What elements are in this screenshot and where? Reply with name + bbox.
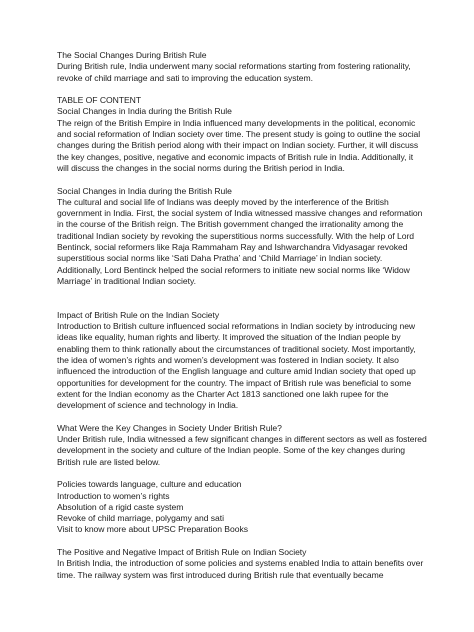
toc-overview-paragraph: The reign of the British Empire in India influenced many developments in the political, economic and social reformation of Indian society over time. The present study is going to outline the social changes during the British period along with their impact on Indian society. Further, it will discuss the key changes, positive, negative and economic impacts of British rule in India. Additionally, it will discuss the changes in the social norms during the British period in India. <box>57 117 421 173</box>
spacer <box>57 468 427 479</box>
intro-paragraph: During British rule, India underwent many social reformations starting from fostering rationality, revoke of child marriage and sati to improving the education system. <box>57 61 411 83</box>
social-changes-heading: Social Changes in India during the British Rule <box>57 185 232 196</box>
spacer <box>57 287 427 310</box>
impact-paragraph: Introduction to British culture influenced social reformations in Indian society by introducing new ideas like equality, human rights and liberty. It improved the situation of the Indian people by enabling them to think rationally about the circumstances of traditional society. Most importantly, the idea of women’s rights and women’s development was fostered in Indian society. It also influenced the introduction of the English language and culture amid Indian society that oped up opportunities for development for the country. The impact of British rule was beneficial to some extent for the Indian economy as the Charter Act 1813 sanctioned one lakh rupee for the development of science and technology in India. <box>57 321 416 411</box>
document-title: The Social Changes During British Rule <box>57 50 207 60</box>
toc-heading: TABLE OF CONTENT <box>57 95 142 106</box>
positive-negative-heading: The Positive and Negative Impact of British Rule on Indian Society <box>57 547 307 558</box>
spacer <box>57 536 427 547</box>
list-item: Absolution of a rigid caste system <box>57 501 184 512</box>
key-changes-list <box>57 479 427 535</box>
document-page <box>57 50 427 581</box>
key-changes-heading: What Were the Key Changes in Society Under British Rule? <box>57 422 282 433</box>
positive-negative-paragraph: In British India, the introduction of some policies and systems enabled India to attain benefits over time. The railway system was first introduced during British rule that eventually became <box>57 558 424 580</box>
spacer <box>57 84 427 95</box>
list-item: Revoke of child marriage, polygamy and sati <box>57 513 224 524</box>
impact-heading: Impact of British Rule on the Indian Society <box>57 309 220 320</box>
social-changes-paragraph: The cultural and social life of Indians was deeply moved by the interference of the British government in India. First, the social system of India witnessed massive changes and reformation in the course of the British reign. The British government changed the irrationality among the traditional Indian society by revoking the superstitious norms successfully. With the help of Lord Bentinck, social reformers like Raja Rammaham Ray and Ishwarchandra Vidyasagar revoked superstitious social norms like ‘Sati Daha Pratha’ and ‘Child Marriage’ in Indian society. Additionally, Lord Bentinck helped the social reformers to initiate new social norms like ‘Widow Marriage’ in traditional Indian society. <box>57 196 423 286</box>
key-changes-paragraph: Under British rule, India witnessed a few significant changes in different sectors as well as fostered development in the society and culture of the Indian people. Some of the key changes during British rule are listed below. <box>57 434 427 467</box>
list-item: Policies towards language, culture and education <box>57 479 242 490</box>
toc-first-section-title: Social Changes in India during the British Rule <box>57 106 232 117</box>
spacer <box>57 412 427 423</box>
list-item: Visit to know more about UPSC Preparation Books <box>57 524 248 535</box>
spacer <box>57 174 427 185</box>
list-item: Introduction to women’s rights <box>57 490 170 501</box>
